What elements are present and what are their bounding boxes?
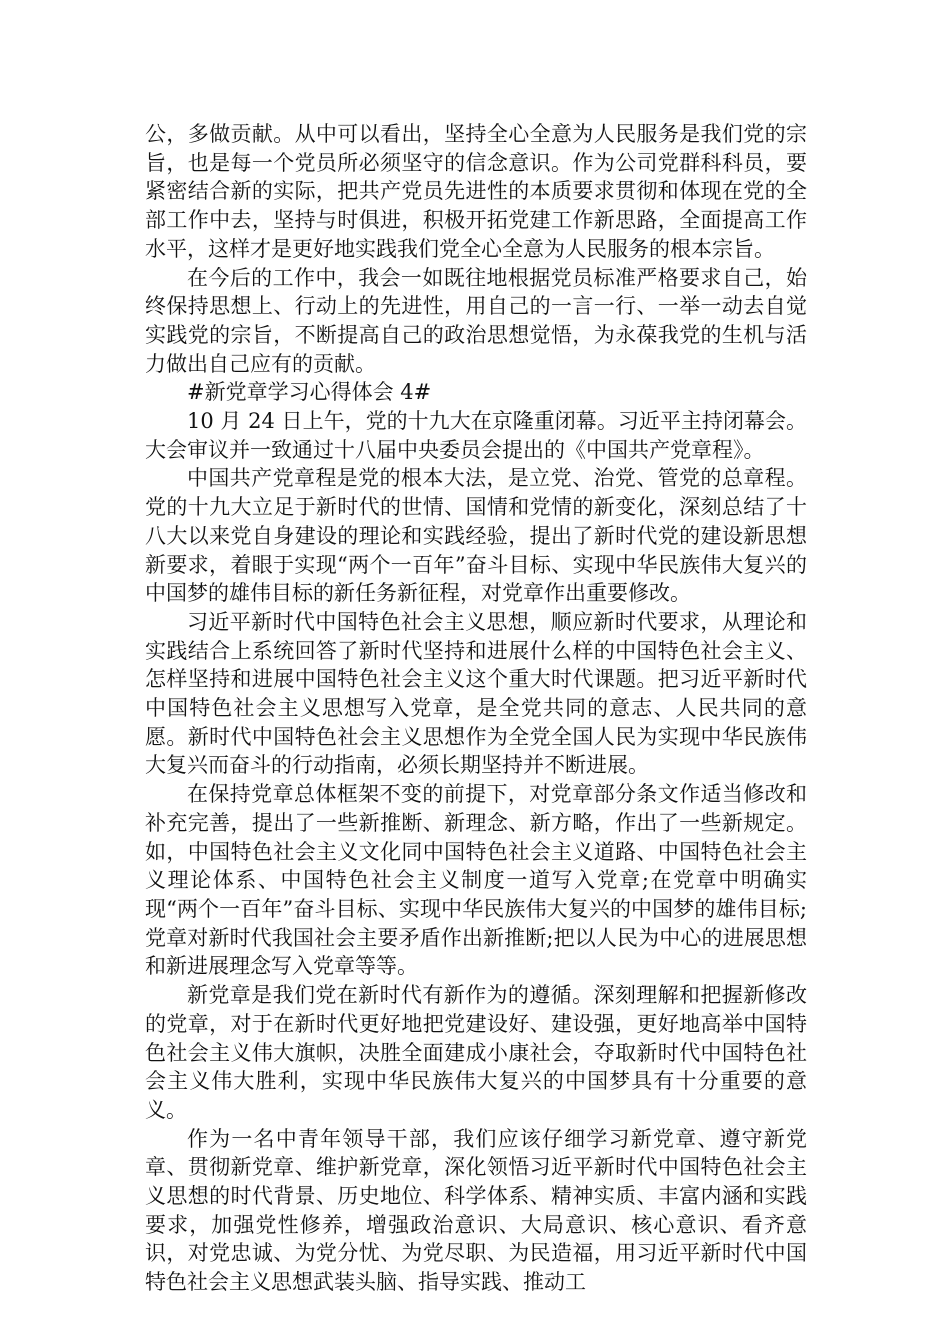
paragraph-revisions: 在保持党章总体框架不变的前提下，对党章部分条文作适当修改和补充完善，提出了一些新推断、新理念、新方略，作出了一些新规定。如，中国特色社会主义文化同中国特色社会主义道路、中国特色社会主义理论体系、中国特色社会主义制度一道写入党章;在党章中明确实现“两个一百年”奋斗目标、实现中华民族伟大复兴的中国梦的雄伟目标;党章对新时代我国社会主要矛盾作出新推断;把以人民为中心的进展思想和新进展理念写入党章等等。 <box>145 782 807 979</box>
paragraph-closing-ceremony: 10 月 24 日上午，党的十九大在京隆重闭幕。习近平主持闭幕会。大会审议并一致通过十八届中央委员会提出的《中国共产党章程》。 <box>145 409 807 462</box>
paragraph-future-work: 在今后的工作中，我会一如既往地根据党员标准严格要求自己，始终保持思想上、行动上的先进性，用自己的一言一行、一举一动去自觉实践党的宗旨，不断提高自己的政治思想觉悟，为永葆我党的生机与活力做出自己应有的贡献。 <box>145 265 807 376</box>
paragraph-cadre-duty: 作为一名中青年领导干部，我们应该仔细学习新党章、遵守新党章、贯彻新党章、维护新党章，深化领悟习近平新时代中国特色社会主义思想的时代背景、历史地位、科学体系、精神实质、丰富内涵和实践要求，加强党性修养，增强政治意识、大局意识、核心意识、看齐意识，对党忠诚、为党分忧、为党尽职、为民造福，用习近平新时代中国特色社会主义思想武装头脑、指导实践、推动工 <box>145 1126 807 1295</box>
paragraph-party-constitution: 中国共产党章程是党的根本大法，是立党、治党、管党的总章程。党的十九大立足于新时代的世情、国情和党情的新变化，深刻总结了十八大以来党自身建设的理论和实践经验，提出了新时代党的建设新思想新要求，着眼于实现“两个一百年”奋斗目标、实现中华民族伟大复兴的中国梦的雄伟目标的新任务新征程，对党章作出重要修改。 <box>145 466 807 606</box>
section-heading: #新党章学习心得体会 4# <box>187 380 432 405</box>
document-page <box>145 120 807 1297</box>
paragraph-continuation: 公，多做贡献。从中可以看出，坚持全心全意为人民服务是我们党的宗旨，也是每一个党员所必须坚守的信念意识。作为公司党群科科员，要紧密结合新的实际，把共产党员先进性的本质要求贯彻和体现在党的全部工作中去，坚持与时俱进，积极开拓党建工作新思路，全面提高工作水平，这样才是更好地实践我们党全心全意为人民服务的根本宗旨。 <box>145 122 807 261</box>
paragraph-xi-thought: 习近平新时代中国特色社会主义思想，顺应新时代要求，从理论和实践结合上系统回答了新时代坚持和进展什么样的中国特色社会主义、怎样坚持和进展中国特色社会主义这个重大时代课题。把习近平新时代中国特色社会主义思想写入党章，是全党共同的意志、人民共同的意愿。新时代中国特色社会主义思想作为全党全国人民为实现中华民族伟大复兴而奋斗的行动指南，必须长期坚持并不断进展。 <box>145 609 807 778</box>
paragraph-new-constitution-significance: 新党章是我们党在新时代有新作为的遵循。深刻理解和把握新修改的党章，对于在新时代更好地把党建设好、建设强，更好地高举中国特色社会主义伟大旗帜，决胜全面建成小康社会，夺取新时代中国特色社会主义伟大胜利，实现中华民族伟大复兴的中国梦具有十分重要的意义。 <box>145 983 807 1122</box>
